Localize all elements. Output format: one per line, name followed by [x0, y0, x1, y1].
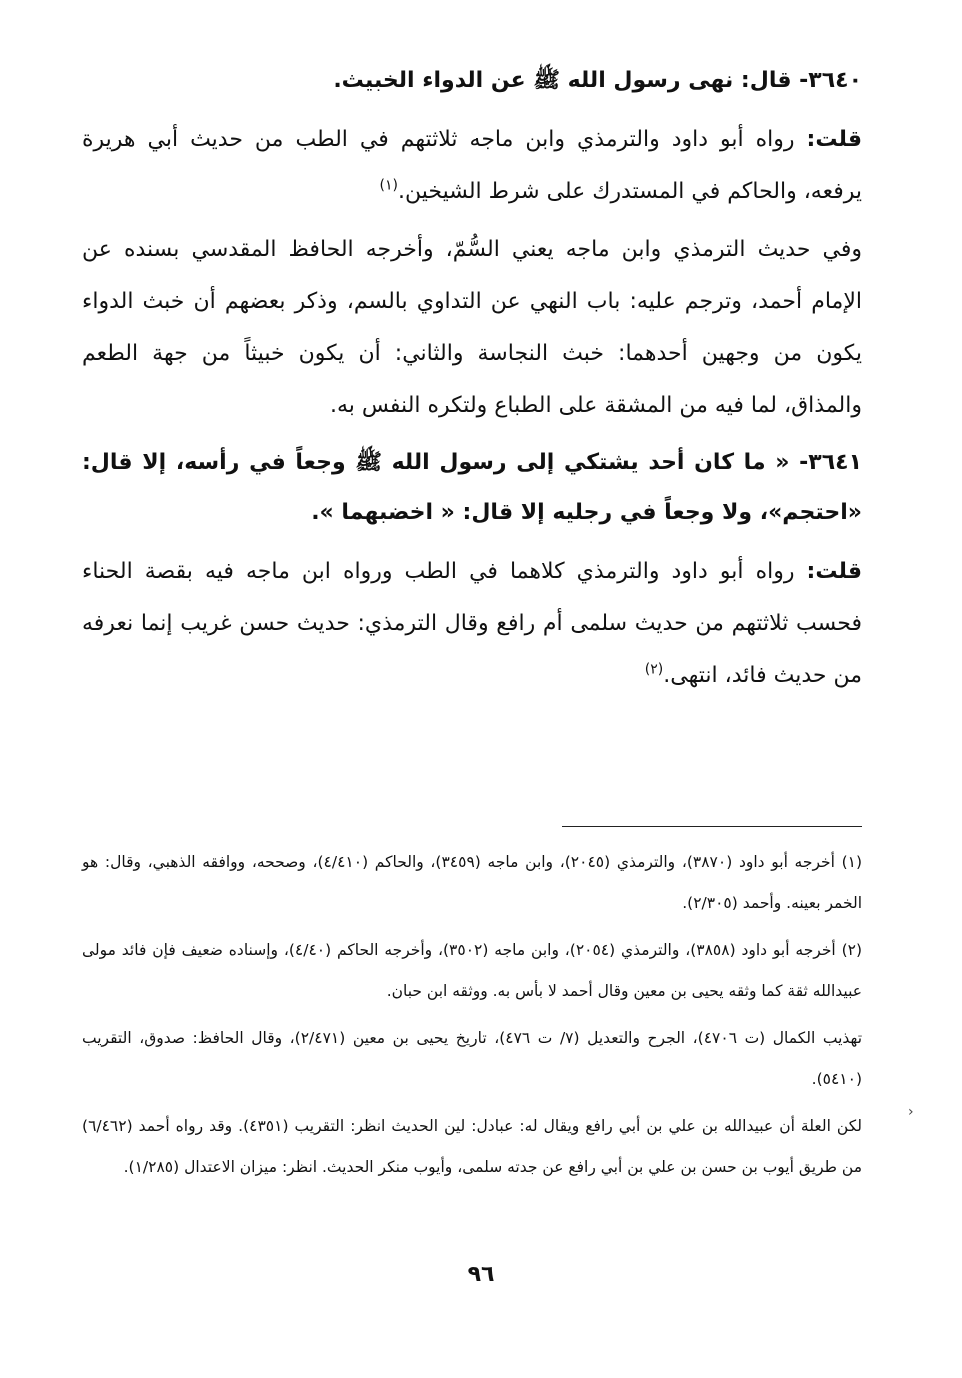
commentary-1-lead: قلت:: [806, 127, 862, 152]
commentary-3-lead: قلت:: [806, 559, 862, 584]
hadith-3641: [82, 438, 862, 538]
commentary-1-text: رواه أبو داود والترمذي وابن ماجه ثلاثتهم في الطب من حديث أبي هريرة يرفعه، والحاكم في المستدرك على شرط الشيخين.: [82, 127, 862, 204]
main-text: [82, 56, 862, 708]
footnote-2: (٢) أخرجه أبو داود (٣٨٥٨)، والترمذي (٢٠٥٤)، وابن ماجه (٣٥٠٢)، وأخرجه الحاكم (٤/٤٠)، وإسناده ضعيف فإن فائد مولى عبيدالله ثقة كما وثقه يحيى بن معين وقال أحمد لا بأس به. ووثقه ابن حبان.: [82, 941, 863, 1000]
commentary-1: [82, 114, 862, 218]
footnote-1: (١) أخرجه أبو داود (٣٨٧٠)، والترمذي (٢٠٤٥)، وابن ماجه (٣٤٥٩)، والحاكم (٤/٤١٠)، وصححه، ووافقه الذهبي، وقال: هو الخمر بعينه. وأحمد (٢/٣٠٥).: [82, 853, 863, 912]
footnote-2-continuation-1: تهذيب الكمال (ت ٤٧٠٦)، الجرح والتعديل (٧/ ت ٤٧٦)، تاريخ يحيى بن معين (٢/٤٧١)، وقال الحافظ: صدوق، التقريب (٥٤١٠).: [82, 1029, 863, 1088]
hadith-3640-text: ٣٦٤٠- قال: نهى رسول الله ﷺ عن الدواء الخبيث.: [333, 68, 862, 93]
margin-mark: ‹: [908, 1104, 914, 1120]
hadith-3641-text: ٣٦٤١- « ما كان أحد يشتكي إلى رسول الله ﷺ وجعاً في رأسه، إلا قال: «احتجم»، ولا وجعاً في رجليه إلا قال: « اخضبهما ».: [82, 450, 862, 525]
commentary-3-text: رواه أبو داود والترمذي كلاهما في الطب ورواه ابن ماجه فيه بقصة الحناء فحسب ثلاثتهم من حديث سلمى أم رافع وقال الترمذي: حديث حسن غريب إنما نعرفه من حديث فائد، انتهى.: [82, 559, 862, 688]
commentary-2-text: وفي حديث الترمذي وابن ماجه يعني السُّمّ، وأخرجه الحافظ المقدسي بسنده عن الإمام أحمد، وترجم عليه: باب النهي عن التداوي بالسم، وذكر بعضهم أن خبث الدواء يكون من وجهين أحدهما: خبث النجاسة والثاني: أن يكون خبيثاً من جهة الطعم والمذاق، لما فيه من المشقة على الطباع ولتكره النفس به.: [82, 237, 862, 418]
footnote-2-continuation-2: لكن العلة أن عبيدالله بن علي بن أبي رافع ويقال له: عبادل: لين الحديث انظر: التقريب (٤٣٥١). وقد رواه أحمد (٦/٤٦٢) من طريق أيوب بن حسن بن علي بن أبي رافع عن جدته سلمى، وأيوب منكر الحديث. انظر: ميزان الاعتدال (١/٢٨٥).: [82, 1117, 862, 1176]
footnote-ref-2[interactable]: (٢): [644, 661, 664, 678]
footnote-divider: [562, 826, 862, 827]
hadith-3640: [82, 56, 862, 106]
page-number: ٩٦: [467, 1262, 495, 1287]
commentary-2: [82, 224, 862, 432]
commentary-3: [82, 546, 862, 702]
footnotes: [82, 842, 862, 1194]
footnote-ref-1[interactable]: (١): [379, 177, 398, 194]
